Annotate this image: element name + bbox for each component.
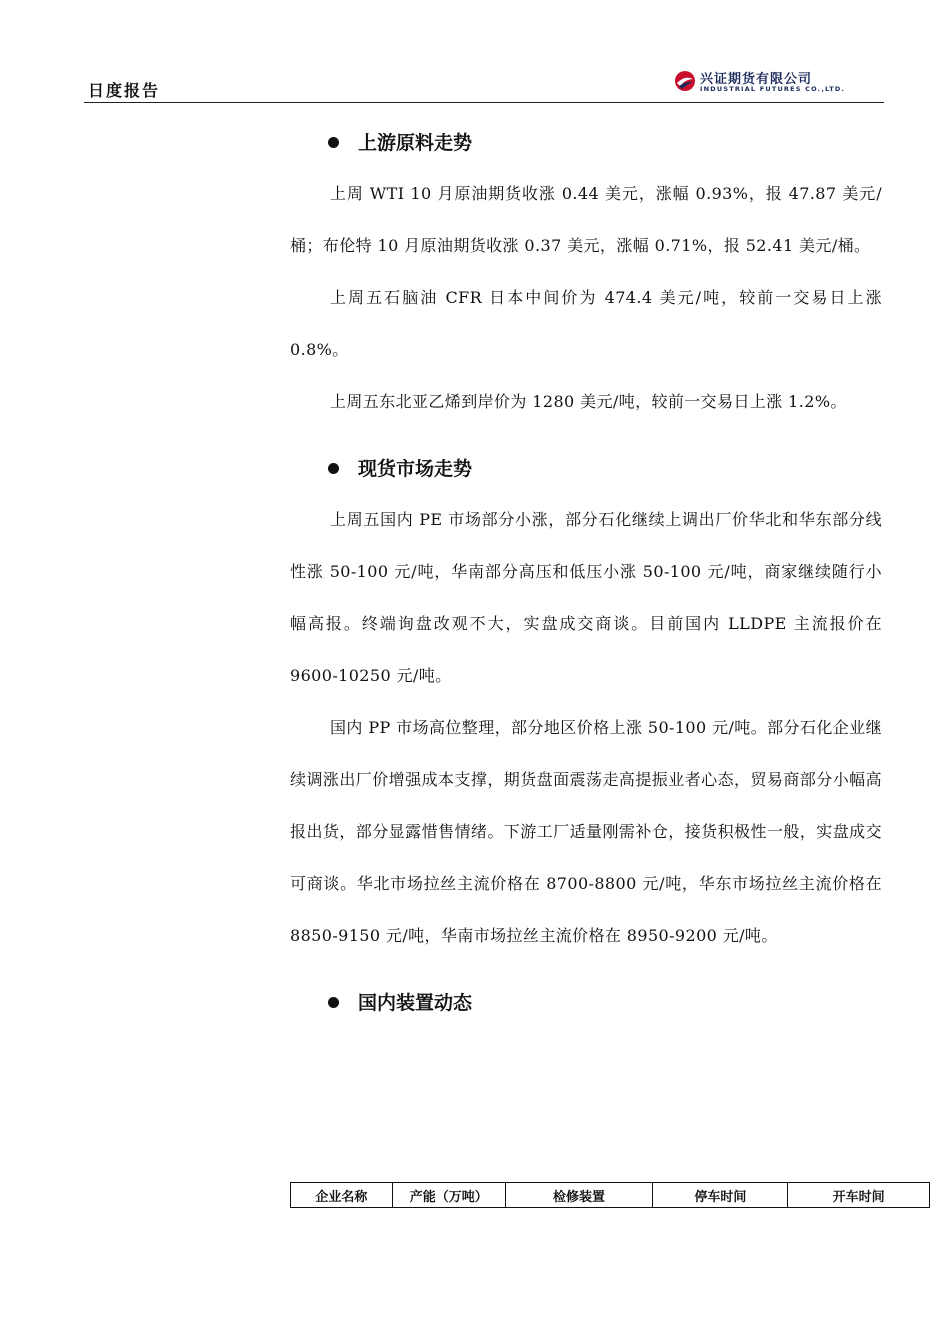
section-heading xyxy=(290,448,882,488)
bullet-icon xyxy=(328,137,339,148)
table-header-cell: 企业名称 xyxy=(291,1183,393,1208)
section-title: 现货市场走势 xyxy=(358,458,473,480)
company-logo-icon xyxy=(674,70,696,92)
report-type-label: 日度报告 xyxy=(88,81,161,100)
header-divider xyxy=(84,102,884,103)
section-title: 上游原料走势 xyxy=(358,132,473,154)
section-title: 国内装置动态 xyxy=(358,992,473,1014)
paragraph: 上周 WTI 10 月原油期货收涨 0.44 美元，涨幅 0.93%，报 47.87 美元/桶；布伦特 10 月原油期货收涨 0.37 美元，涨幅 0.71%，报 52.41 美元/桶。 xyxy=(290,184,882,255)
paragraph: 上周五石脑油 CFR 日本中间价为 474.4 美元/吨，较前一交易日上涨 0.8%。 xyxy=(290,288,882,359)
table-header-cell: 开车时间 xyxy=(788,1183,930,1208)
maintenance-table xyxy=(290,1182,930,1208)
table-header-cell: 检修装置 xyxy=(505,1183,653,1208)
paragraph: 上周五国内 PE 市场部分小涨，部分石化继续上调出厂价华北和华东部分线性涨 50-100 元/吨，华南部分高压和低压小涨 50-100 元/吨，商家继续随行小幅高报。终端询盘改观不大，实盘成交商谈。目前国内 LLDPE 主流报价在 9600-10250 元/吨。 xyxy=(290,510,882,685)
bullet-icon xyxy=(328,463,339,474)
bullet-icon xyxy=(328,997,339,1008)
table-header-row xyxy=(291,1183,930,1208)
table-header-cell: 停车时间 xyxy=(653,1183,788,1208)
table-header-cell: 产能（万吨） xyxy=(392,1183,505,1208)
section-heading xyxy=(290,122,882,162)
report-header xyxy=(84,66,884,104)
company-logo xyxy=(674,68,854,98)
company-name-en: INDUSTRIAL FUTURES CO.,LTD. xyxy=(700,85,846,93)
company-name-cn: 兴证期货有限公司 xyxy=(700,72,813,87)
report-body xyxy=(290,122,882,1022)
paragraph: 国内 PP 市场高位整理，部分地区价格上涨 50-100 元/吨。部分石化企业继续调涨出厂价增强成本支撑，期货盘面震荡走高提振业者心态，贸易商部分小幅高报出货，部分显露惜售情绪。下游工厂适量刚需补仓，接货积极性一般，实盘成交可商谈。华北市场拉丝主流价格在 8700-8800 元/吨，华东市场拉丝主流价格在 8850-9150 元/吨，华南市场拉丝主流价格在 8950-9200 元/吨。 xyxy=(290,718,882,945)
paragraph: 上周五东北亚乙烯到岸价为 1280 美元/吨，较前一交易日上涨 1.2%。 xyxy=(330,392,847,411)
section-heading xyxy=(290,982,882,1022)
